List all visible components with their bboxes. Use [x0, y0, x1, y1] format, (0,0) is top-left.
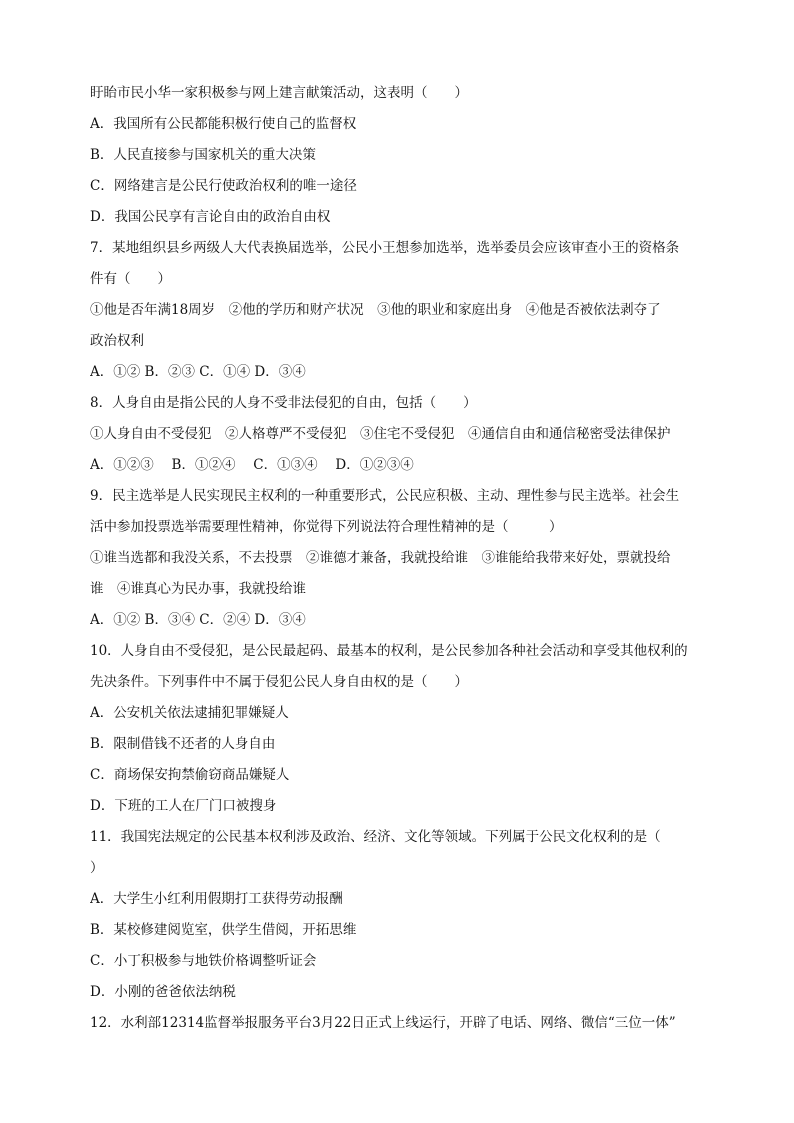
option-line: D．下班的工人在厂门口被搜身 [90, 798, 277, 814]
text-line: 活中参加投票选举需要理性精神，你觉得下列说法符合理性精神的是（ ） [90, 519, 563, 535]
option-line: C．商场保安拘禁偷窃商品嫌疑人 [90, 767, 290, 783]
option-line: A．①② B．②③ C．①④ D．③④ [90, 364, 306, 380]
option-line: D．我国公民享有言论自由的政治自由权 [90, 209, 331, 225]
statement-line: 政治权利 [90, 333, 144, 349]
question-8: 8．人身自由是指公民的人身不受非法侵犯的自由，包括（ ） [90, 395, 477, 411]
option-line: A．①② B．③④ C．②④ D．③④ [90, 612, 306, 628]
option-line: B．限制借钱不还者的人身自由 [90, 736, 276, 752]
option-line: B．人民直接参与国家机关的重大决策 [90, 147, 316, 163]
option-line: A．我国所有公民都能积极行使自己的监督权 [90, 116, 357, 132]
statement-line: ①他是否年满18周岁 ②他的学历和财产状况 ③他的职业和家庭出身 ④他是否被依法剥夺了 [90, 302, 661, 318]
option-line: A．公安机关依法逮捕犯罪嫌疑人 [90, 705, 289, 721]
document-page [90, 78, 710, 1039]
option-line: B．某校修建阅览室，供学生借阅，开拓思维 [90, 922, 357, 938]
question-10: 10．人身自由不受侵犯，是公民最起码、最基本的权利，是公民参加各种社会活动和享受其他权利的 [90, 643, 688, 659]
option-line: C．小丁积极参与地铁价格调整听证会 [90, 953, 317, 969]
question-9: 9．民主选举是人民实现民主权利的一种重要形式，公民应积极、主动、理性参与民主选举。社会生 [90, 488, 680, 504]
statement-line: ①谁当选都和我没关系，不去投票 ②谁德才兼备，我就投给谁 ③谁能给我带来好处，票就投给 [90, 550, 671, 566]
option-line: A．大学生小红利用假期打工获得劳动报酬 [90, 891, 343, 907]
question-11: 11．我国宪法规定的公民基本权利涉及政治、经济、文化等领域。下列属于公民文化权利的是（ [90, 829, 661, 845]
option-line: A．①②③ B．①②④ C．①③④ D．①②③④ [90, 457, 414, 473]
statement-line: ①人身自由不受侵犯 ②人格尊严不受侵犯 ③住宅不受侵犯 ④通信自由和通信秘密受法律保护 [90, 426, 671, 442]
option-line: D．小刚的爸爸依法纳税 [90, 984, 236, 1000]
question-7: 7．某地组织县乡两级人大代表换届选举，公民小王想参加选举，选举委员会应该审查小王的资格条 [90, 240, 680, 256]
statement-line: 谁 ④谁真心为民办事，我就投给谁 [90, 581, 306, 597]
text-line: 盱眙市民小华一家积极参与网上建言献策活动，这表明（ ） [90, 85, 468, 101]
text-line: 先决条件。下列事件中不属于侵犯公民人身自由权的是（ ） [90, 674, 468, 690]
text-line: 件有（ ） [90, 271, 171, 287]
question-12: 12．水利部12314监督举报服务平台3月22日正式上线运行，开辟了电话、网络、微信“三位一体” [90, 1015, 676, 1031]
text-line: ） [90, 860, 104, 876]
option-line: C．网络建言是公民行使政治权利的唯一途径 [90, 178, 357, 194]
